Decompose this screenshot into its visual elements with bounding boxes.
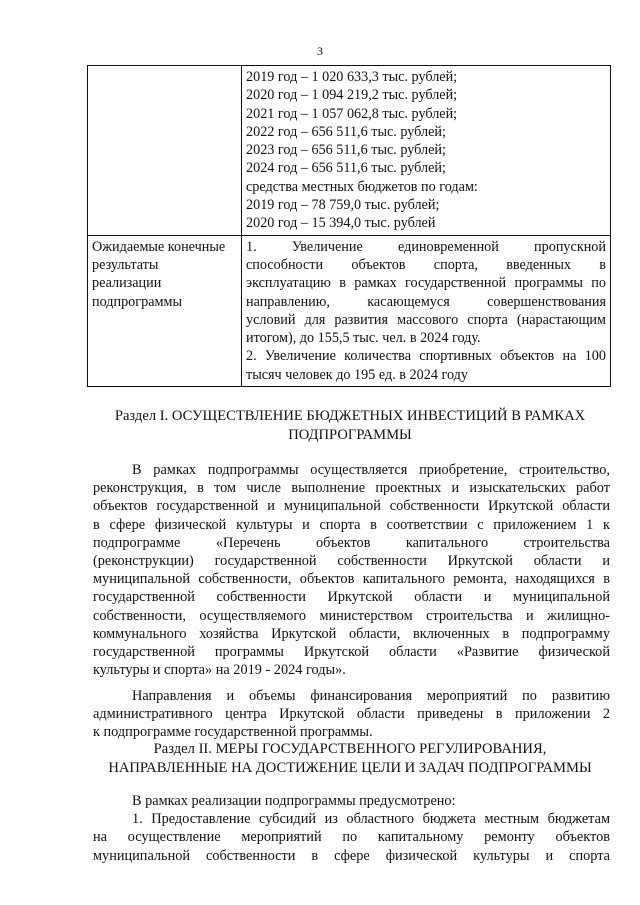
results-line: эксплуатацию в рамках государственной программы по (246, 275, 606, 292)
section-heading-line: ПОДПРОГРАММЫ (288, 427, 412, 443)
results-label-line: подпрограммы (92, 293, 182, 310)
funding-line: 2019 год – 78 759,0 тыс. рублей; (246, 197, 440, 214)
funding-line: 2023 год – 656 511,6 тыс. рублей; (246, 142, 446, 159)
paragraph-line: в сфере физической культуры и спорта в соответствии с приложением 1 к (93, 516, 610, 533)
results-line: 2. Увеличение количества спортивных объектов на 100 (246, 348, 606, 365)
results-line: 1. Увеличение единовременной пропускной (246, 238, 606, 255)
funding-line: 2024 год – 656 511,6 тыс. рублей; (246, 160, 446, 177)
paragraph-line: государственной собственности Иркутской области и муниципальной (93, 589, 610, 606)
section1-paragraph1 (93, 461, 610, 679)
results-label-line: Ожидаемые конечные (92, 238, 226, 255)
funding-line: средства местных бюджетов по годам: (246, 178, 478, 195)
results-line: условий для развития массового спорта (нарастающим (246, 311, 606, 328)
table-row-funding (88, 66, 611, 236)
results-line: итогом), до 155,5 тыс. чел. в 2024 году. (246, 330, 481, 347)
table-row-results (88, 235, 611, 386)
funding-line: 2020 год – 15 394,0 тыс. рублей (246, 215, 436, 232)
paragraph-line: к подпрограмме государственной программы. (93, 724, 373, 741)
paragraph-line: коммунального хозяйства Иркутской области, включенных в подпрограмму (93, 625, 610, 642)
table-cell-funding (242, 66, 611, 236)
paragraph-line: Направления и объемы финансирования мероприятий по развитию (132, 688, 610, 704)
paragraph-line: подпрограмме «Перечень объектов капитального строительства (93, 534, 610, 551)
paragraph-line: муниципальной собственности, объектов капитального ремонта, находящихся в (93, 571, 610, 588)
funding-line: 2019 год – 1 020 633,3 тыс. рублей; (246, 69, 458, 85)
section2-paragraph1 (93, 792, 610, 865)
section-heading-line: НАПРАВЛЕННЫЕ НА ДОСТИЖЕНИЕ ЦЕЛИ И ЗАДАЧ ПОДПРОГРАММЫ (108, 760, 592, 776)
paragraph-line: собственности, осуществляемого министерством строительства и жилищно- (93, 607, 610, 624)
results-label-line: результаты (92, 256, 159, 273)
section1-paragraph2 (93, 687, 610, 742)
paragraph-line: реконструкция, в том числе выполнение проектных и изыскательских работ (93, 480, 610, 497)
paragraph-line: (реконструкции) государственной собственности Иркутской области и (93, 553, 610, 570)
section2-heading (80, 740, 620, 778)
paragraph-line: В рамках подпрограммы осуществляется приобретение, строительство, (132, 462, 610, 478)
paragraph-line: муниципальной собственности в сфере физической культуры и спорта (93, 847, 610, 864)
paragraph-line: административного центра Иркутской области приведены в приложении 2 (93, 706, 610, 723)
program-passport-table (87, 65, 611, 387)
results-label-line: реализации (92, 275, 162, 292)
results-line: тысяч человек до 195 ед. в 2024 году (246, 366, 468, 383)
results-line: направлению, касающемуся совершенствования (246, 293, 606, 310)
table-cell-results (242, 235, 611, 386)
funding-line: 2022 год – 656 511,6 тыс. рублей; (246, 123, 446, 140)
section1-heading (80, 407, 620, 445)
paragraph-line: В рамках реализации подпрограммы предусмотрено: (132, 793, 456, 809)
paragraph-line: 1. Предоставление субсидий из областного бюджета местным бюджетам (132, 811, 610, 828)
paragraph-line: культуры и спорта» на 2019 - 2024 годы». (93, 662, 346, 679)
paragraph-line: на осуществление мероприятий по капитальному ремонту объектов (93, 829, 610, 846)
paragraph-line: государственной программы Иркутской области «Развитие физической (93, 644, 610, 661)
funding-line: 2020 год – 1 094 219,2 тыс. рублей; (246, 87, 458, 104)
table-cell-empty (88, 66, 242, 236)
paragraph-line: объектов государственной и муниципальной собственности Иркутской области (93, 498, 610, 515)
page-number: 3 (317, 44, 323, 58)
results-line: способности объектов спорта, введенных в (246, 256, 606, 273)
funding-line: 2021 год – 1 057 062,8 тыс. рублей; (246, 105, 458, 122)
table-cell-results-label (88, 235, 242, 386)
section-heading-line: Раздел I. ОСУЩЕСТВЛЕНИЕ БЮДЖЕТНЫХ ИНВЕСТИЦИЙ В РАМКАХ (114, 408, 586, 424)
section-heading-line: Раздел II. МЕРЫ ГОСУДАРСТВЕННОГО РЕГУЛИРОВАНИЯ, (153, 741, 547, 757)
